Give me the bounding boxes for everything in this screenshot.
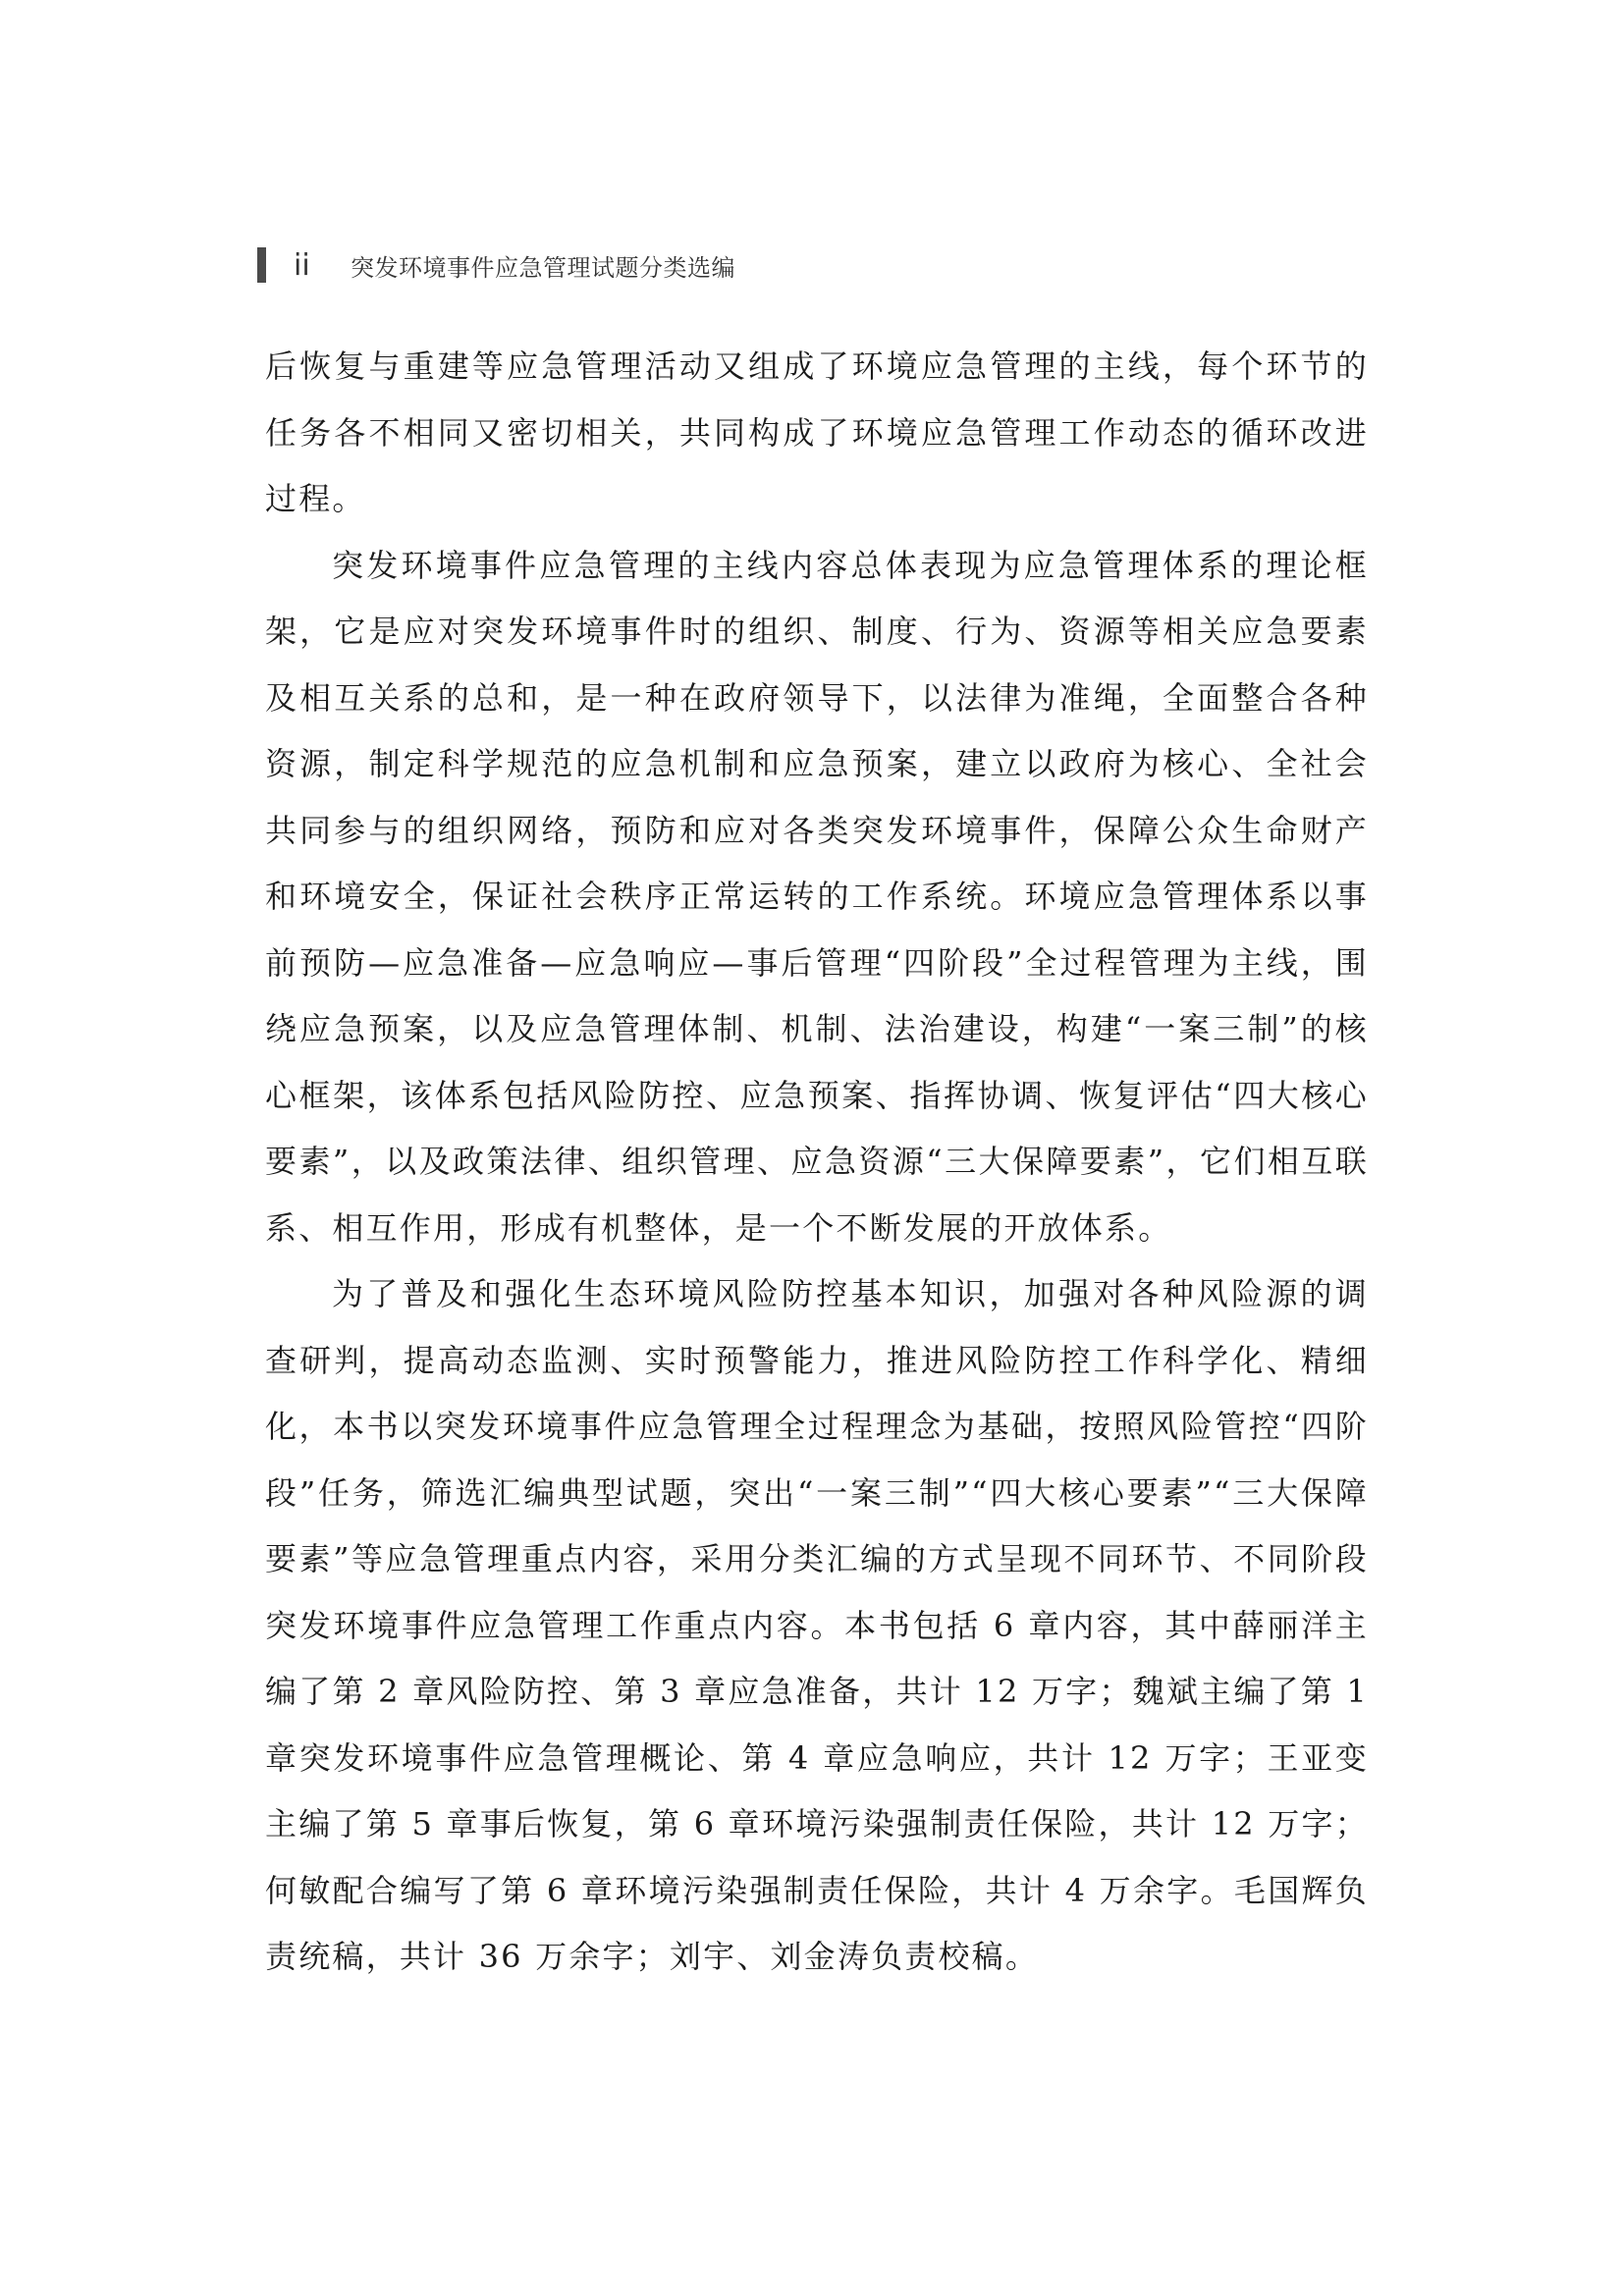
paragraph-framework: 突发环境事件应急管理的主线内容总体表现为应急管理体系的理论框架，它是应对突发环境事件时的组织、制度、行为、资源等相关应急要素及相互关系的总和，是一种在政府领导下，以法律为准绳，全面整合各种资源，制定科学规范的应急机制和应急预案，建立以政府为核心、全社会共同参与的组织网络，预防和应对各类突发环境事件，保障公众生命财产和环境安全，保证社会秩序正常运转的工作系统。环境应急管理体系以事前预防—应急准备—应急响应—事后管理“四阶段”全过程管理为主线，围绕应急预案，以及应急管理体制、机制、法治建设，构建“一案三制”的核心框架，该体系包括风险防控、应急预案、指挥协调、恢复评估“四大核心要素”，以及政策法律、组织管理、应急资源“三大保障要素”，它们相互联系、相互作用，形成有机整体，是一个不断发展的开放体系。 xyxy=(265,546,1369,1247)
paragraph-book-overview: 为了普及和强化生态环境风险防控基本知识，加强对各种风险源的调查研判，提高动态监测、实时预警能力，推进风险防控工作科学化、精细化，本书以突发环境事件应急管理全过程理念为基础，按照风险管控“四阶段”任务，筛选汇编典型试题，突出“一案三制”“四大核心要素”“三大保障要素”等应急管理重点内容，采用分类汇编的方式呈现不同环节、不同阶段突发环境事件应急管理工作重点内容。本书包括 6 章内容，其中薛丽洋主编了第 2 章风险防控、第 3 章应急准备，共计 12 万字；魏斌主编了第 1 章突发环境事件应急管理概论、第 4 章应急响应，共计 12 万字；王亚变主编了第 5 章事后恢复，第 6 章环境污染强制责任保险，共计 12 万字；何敏配合编写了第 6 章环境污染强制责任保险，共计 4 万余字。毛国辉负责统稿，共计 36 万余字；刘宇、刘金涛负责校稿。 xyxy=(265,1275,1369,1975)
paragraph-continued: 后恢复与重建等应急管理活动又组成了环境应急管理的主线，每个环节的任务各不相同又密切相关，共同构成了环境应急管理工作动态的循环改进过程。 xyxy=(265,347,1369,517)
page-number: ii xyxy=(294,247,310,283)
header-bar-mark xyxy=(257,247,266,283)
running-header xyxy=(257,247,735,283)
body-text xyxy=(265,334,1369,1991)
book-title: 突发环境事件应急管理试题分类选编 xyxy=(351,253,735,282)
